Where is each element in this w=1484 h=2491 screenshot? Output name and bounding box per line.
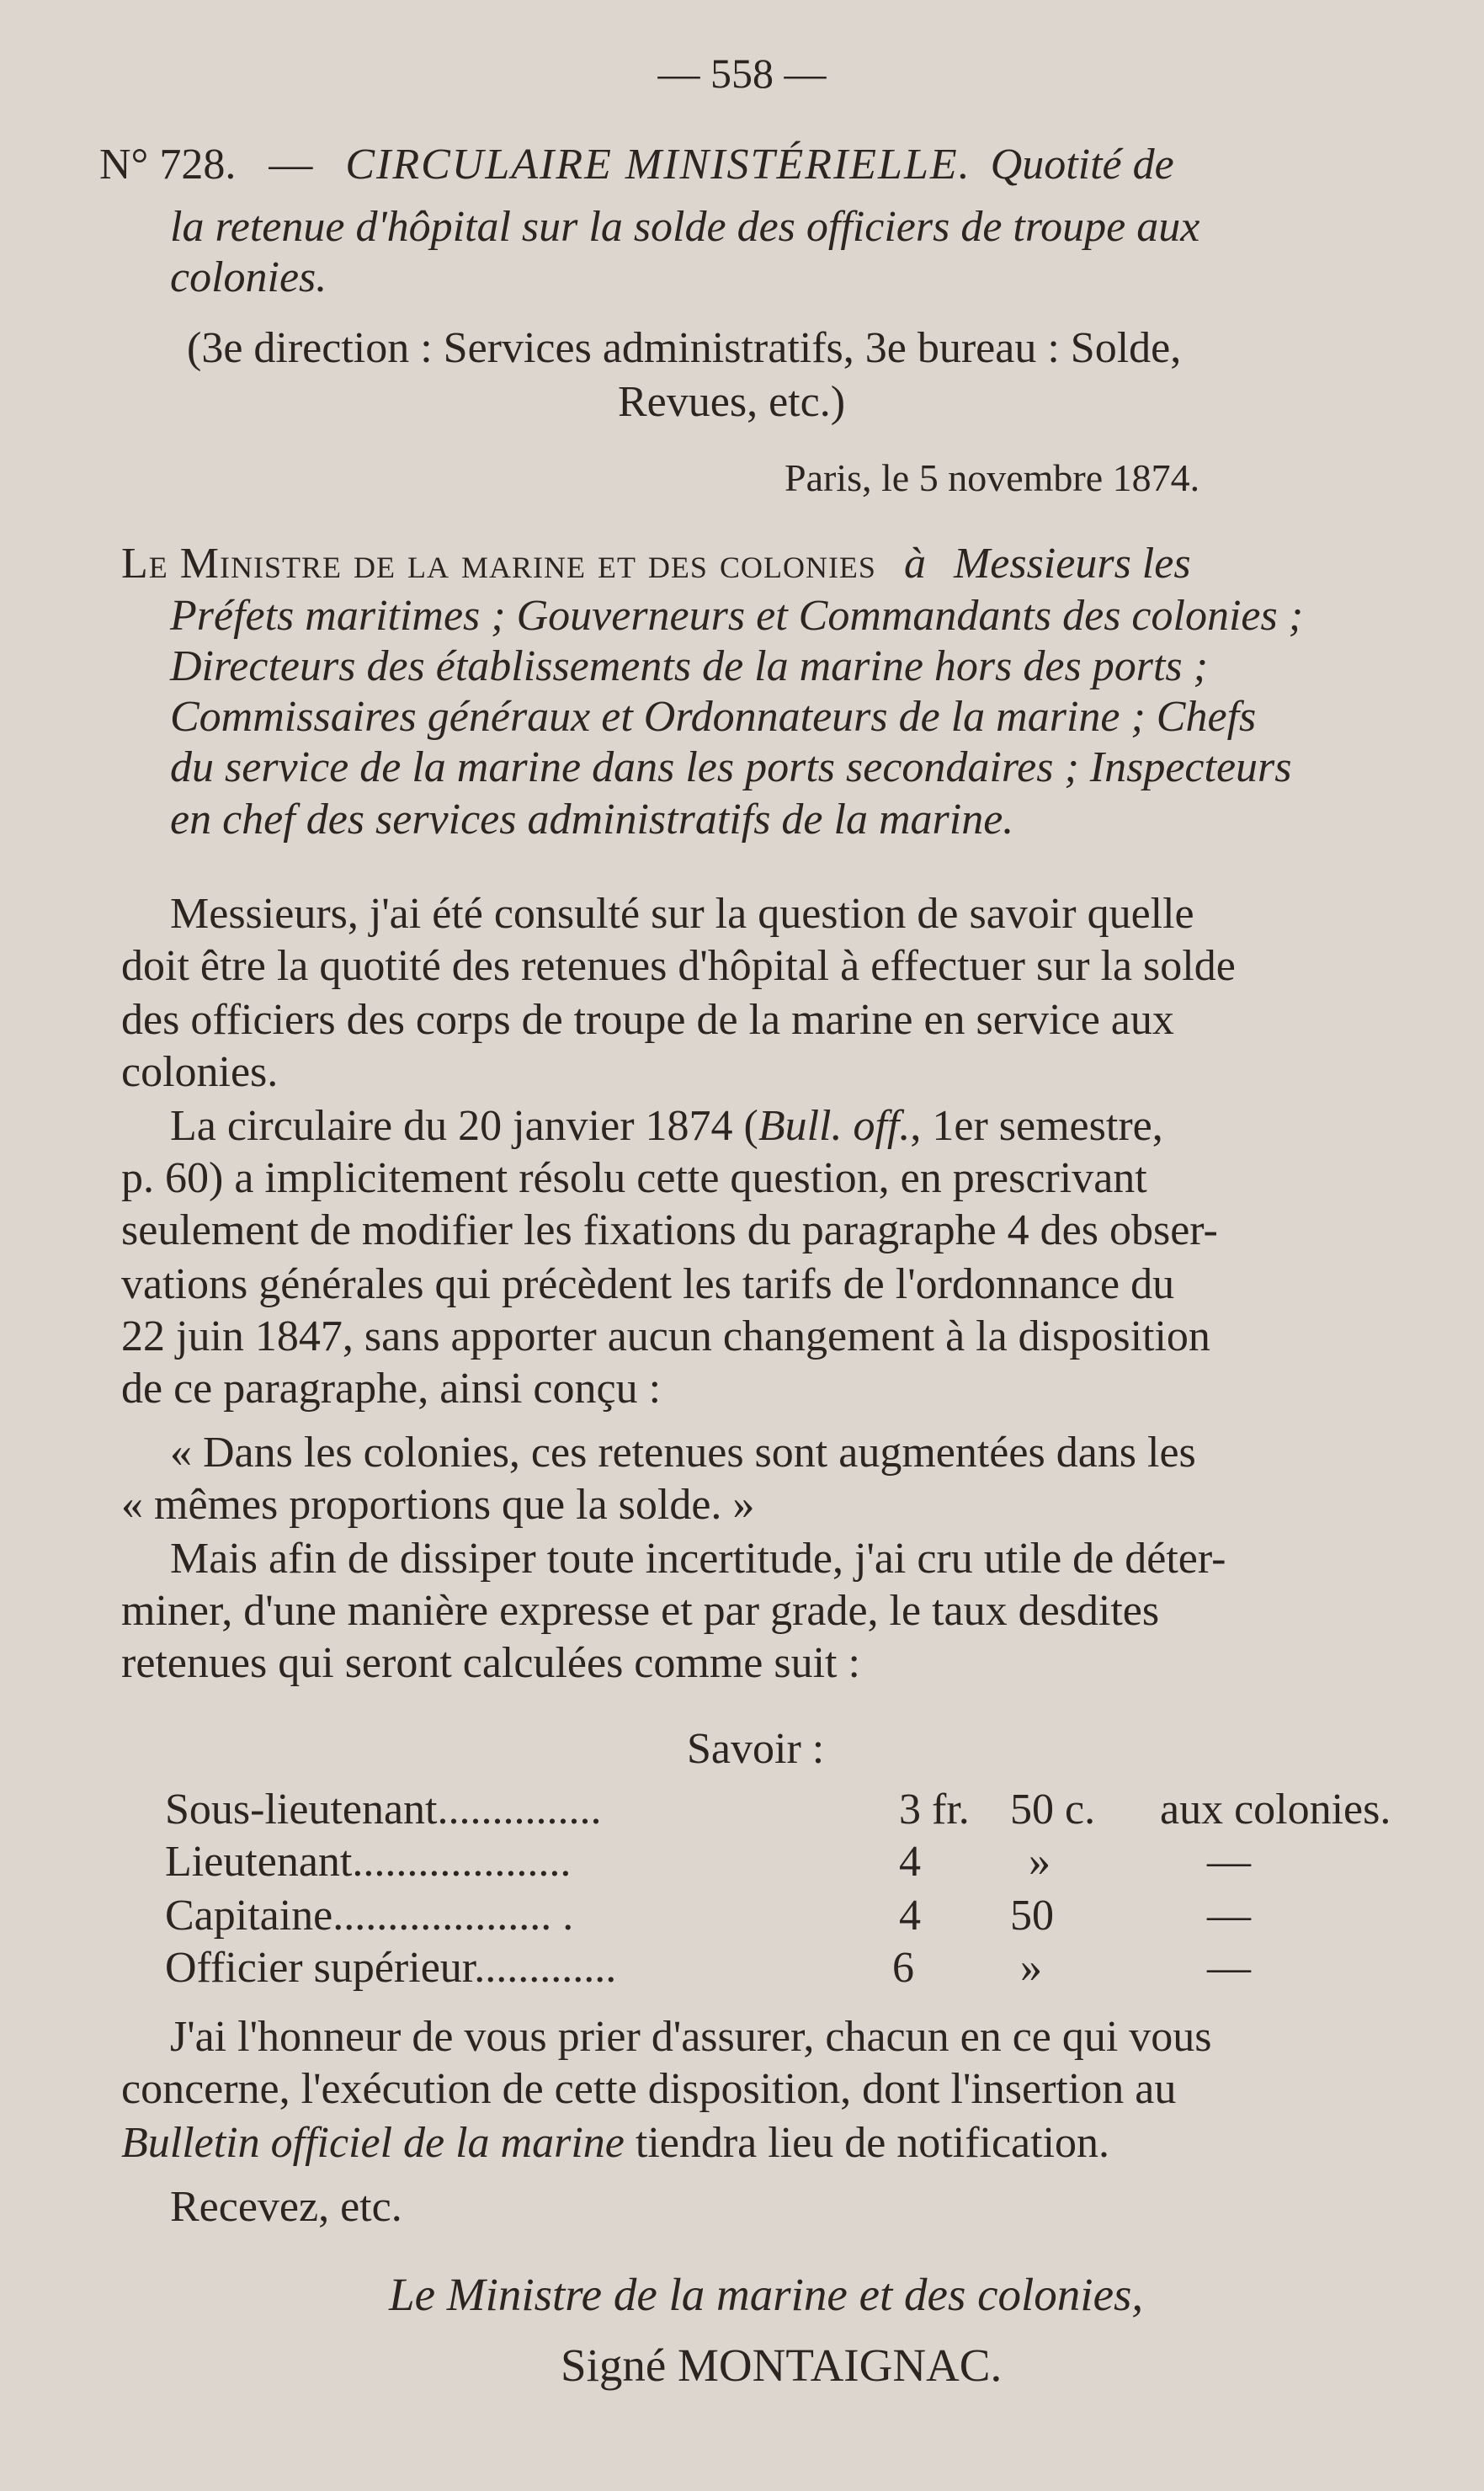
rate-grade: Officier supérieur.............	[165, 1944, 617, 1992]
paragraph-line: seulement de modifier les fixations du paragraphe 4 des obser-	[121, 1206, 1218, 1254]
circular-subject: Quotité de	[990, 141, 1174, 189]
paragraph-line: miner, d'une manière expresse et par grade, le taux desdites	[121, 1587, 1160, 1635]
rate-francs: 6	[892, 1944, 914, 1992]
paragraph-line	[121, 2121, 1109, 2165]
paragraph-line: de ce paragraphe, ainsi conçu :	[121, 1365, 662, 1413]
address-prefix: Le Ministre de la marine et des colonies	[121, 540, 876, 588]
bulletin-title: Bulletin officiel de la marine	[121, 2119, 625, 2167]
paragraph-line: p. 60) a implicitement résolu cette question, en prescrivant	[121, 1154, 1147, 1202]
rate-francs: 4	[899, 1892, 921, 1940]
place-date: Paris, le 5 novembre 1874.	[785, 456, 1200, 499]
rate-location: —	[1207, 1892, 1251, 1940]
rate-centimes: »	[1029, 1838, 1051, 1886]
address-recipient: Messieurs les	[953, 540, 1191, 588]
paragraph-line: Mais afin de dissiper toute incertitude, j'ai cru utile de déter-	[170, 1535, 1226, 1583]
rate-francs: 3 fr.	[899, 1786, 970, 1834]
address-line: en chef des services administratifs de la marine.	[170, 796, 1014, 844]
paragraph-line: concerne, l'exécution de cette disposition, dont l'insertion au	[121, 2065, 1177, 2113]
paragraph-line: J'ai l'honneur de vous prier d'assurer, chacun en ce qui vous	[170, 2013, 1212, 2061]
paragraph-line: doit être la quotité des retenues d'hôpital à effectuer sur la solde	[121, 942, 1236, 990]
text-run: , 1er semestre,	[910, 1102, 1163, 1150]
rate-location: —	[1207, 1944, 1251, 1992]
direction-line: (3e direction : Services administratifs, 3e bureau : Solde,	[187, 324, 1182, 372]
direction-line: Revues, etc.)	[618, 378, 846, 426]
address-line: Directeurs des établissements de la marine hors des ports ;	[170, 642, 1208, 690]
circular-title: CIRCULAIRE MINISTÉRIELLE.	[345, 141, 971, 189]
quote-line: « Dans les colonies, ces retenues sont augmentées dans les	[170, 1429, 1196, 1477]
paragraph-line: vations générales qui précèdent les tarifs de l'ordonnance du	[121, 1260, 1175, 1308]
paragraph-line: des officiers des corps de troupe de la marine en service aux	[121, 996, 1174, 1044]
address-line	[121, 542, 1191, 586]
page-number: — 558 —	[657, 50, 827, 97]
rate-location: aux colonies.	[1160, 1786, 1391, 1834]
closing: Recevez, etc.	[170, 2183, 402, 2231]
text-run: tiendra lieu de notification.	[624, 2119, 1110, 2167]
rate-location: —	[1207, 1838, 1251, 1886]
savoir-label: Savoir :	[687, 1725, 825, 1773]
rate-grade: Sous-lieutenant...............	[165, 1786, 602, 1834]
rate-centimes: 50 c.	[1010, 1786, 1096, 1834]
address-a: à	[903, 540, 926, 588]
circular-subject-line: colonies.	[170, 253, 327, 301]
circular-heading	[99, 143, 1174, 187]
paragraph-line	[170, 1104, 1163, 1148]
signature-name: Signé MONTAIGNAC.	[561, 2339, 1003, 2391]
circular-number: N° 728.	[99, 141, 237, 189]
address-line: Commissaires généraux et Ordonnateurs de la marine ; Chefs	[170, 693, 1257, 741]
quote-line: « mêmes proportions que la solde. »	[121, 1481, 755, 1529]
rate-grade: Lieutenant....................	[165, 1838, 572, 1886]
rate-grade: Capitaine.................... .	[165, 1892, 574, 1940]
paragraph-line: Messieurs, j'ai été consulté sur la question de savoir quelle	[170, 890, 1194, 938]
paragraph-line: colonies.	[121, 1048, 279, 1096]
signature-title: Le Ministre de la marine et des colonies,	[389, 2269, 1144, 2320]
rate-centimes: 50	[1010, 1892, 1054, 1940]
text-run: La circulaire du 20 janvier 1874 (	[170, 1102, 758, 1150]
paragraph-line: 22 juin 1847, sans apporter aucun changement à la disposition	[121, 1312, 1210, 1360]
rate-centimes: »	[1020, 1944, 1042, 1992]
address-line: du service de la marine dans les ports secondaires ; Inspecteurs	[170, 743, 1292, 791]
paragraph-line: retenues qui seront calculées comme suit :	[121, 1639, 860, 1687]
circular-subject-line: la retenue d'hôpital sur la solde des officiers de troupe aux	[170, 203, 1200, 251]
bulletin-abbreviation: Bull. off.	[758, 1102, 911, 1150]
heading-dash: —	[269, 141, 313, 189]
address-line: Préfets maritimes ; Gouverneurs et Commandants des colonies ;	[170, 592, 1304, 640]
rate-francs: 4	[899, 1838, 921, 1886]
